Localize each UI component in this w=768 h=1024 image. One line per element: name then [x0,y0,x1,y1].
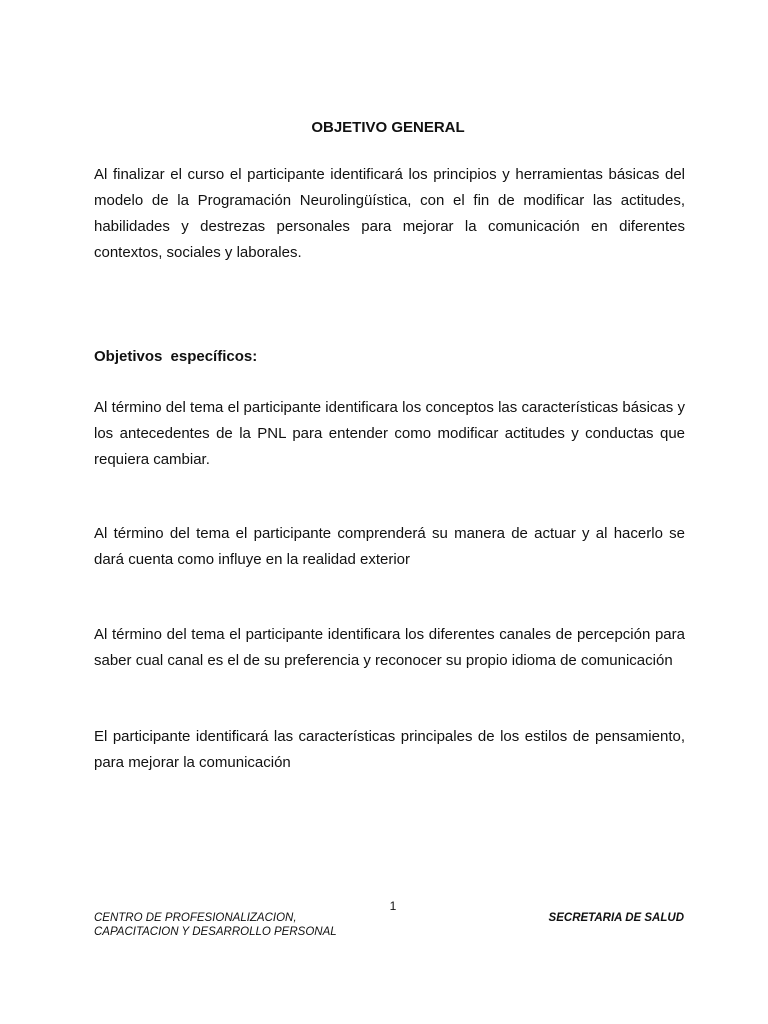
specific-objective-4: El participante identificará las características principales de los estilos de pensamiento, para mejorar la comunicación [94,728,685,771]
footer-institution [94,911,337,939]
footer-institution-line-2: CAPACITACION Y DESARROLLO PERSONAL [94,926,337,938]
specific-objective-1: Al término del tema el participante identificara los conceptos las características básicas y los antecedentes de la PNL para entender como modificar actitudes y conductas que requiera cambiar. [94,399,685,468]
specific-objective-3: Al término del tema el participante identificara los diferentes canales de percepción para saber cual canal es el de su preferencia y reconocer su propio idioma de comunicación [94,626,685,669]
page-number: 1 [389,899,397,913]
general-objective-paragraph: Al finalizar el curso el participante identificará los principios y herramientas básicas del modelo de la Programación Neurolingüística, con el fin de modificar las actitudes, habilidades y destrezas personales para mejorar la comunicación en diferentes contextos, sociales y laborales. [94,166,685,261]
footer-institution-line-1: CENTRO DE PROFESIONALIZACION, [94,912,297,924]
specific-objectives-heading: Objetivos específicos: [94,348,258,365]
footer-secretariat: SECRETARIA DE SALUD [548,912,684,924]
page-title: OBJETIVO GENERAL [311,119,465,136]
specific-objective-2: Al término del tema el participante comprenderá su manera de actuar y al hacerlo se dará cuenta como influye en la realidad exterior [94,525,685,568]
